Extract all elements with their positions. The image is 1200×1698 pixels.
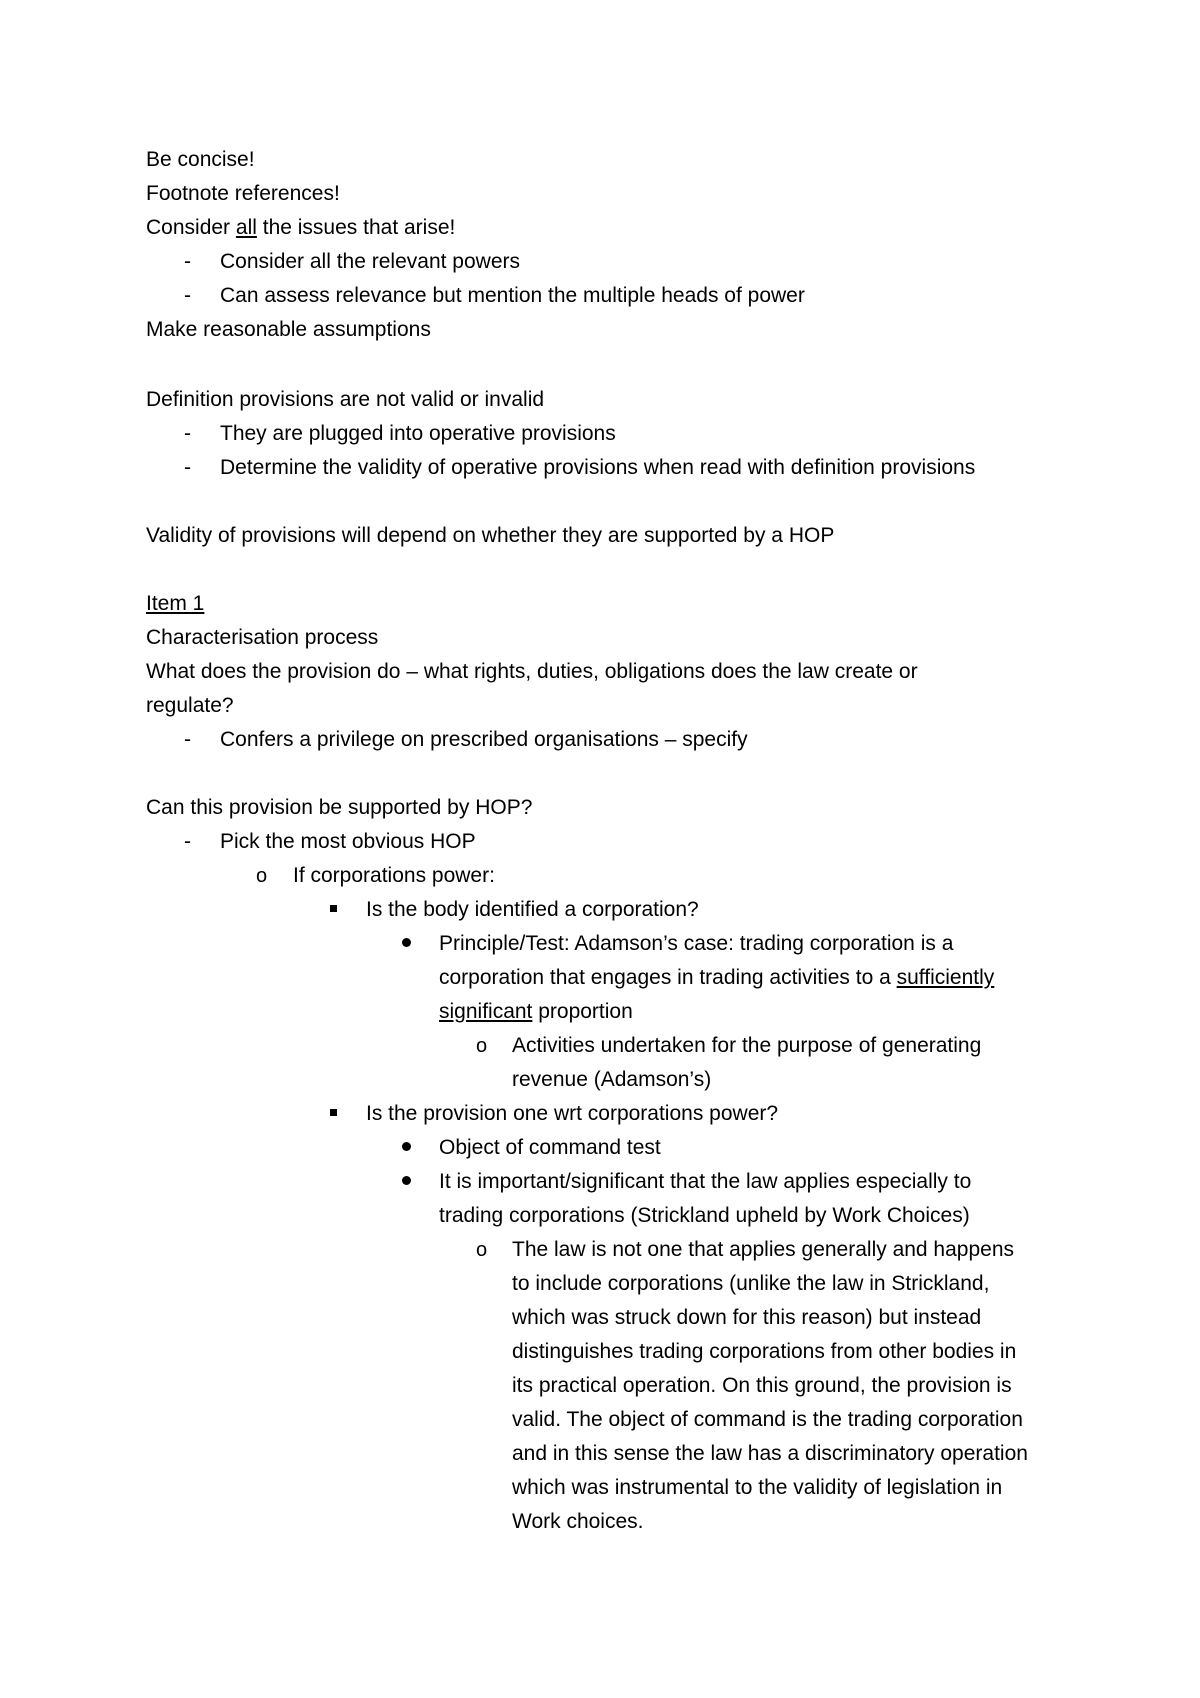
square-bullet-icon — [330, 896, 337, 924]
text-line: Confers a privilege on prescribed organisations – specify — [220, 728, 748, 751]
text-line: which was instrumental to the validity of legislation in — [512, 1476, 1003, 1499]
square-bullet-icon — [330, 1100, 337, 1128]
text-span: the issues that arise! — [256, 216, 456, 239]
text-line: They are plugged into operative provisions — [220, 422, 616, 445]
text-line: Make reasonable assumptions — [146, 318, 431, 341]
text-line: Consider all the relevant powers — [220, 250, 520, 273]
round-bullet-icon — [402, 1168, 411, 1196]
dash-bullet: - — [184, 456, 191, 479]
text-line: Pick the most obvious HOP — [220, 830, 476, 853]
text-line: regulate? — [146, 694, 234, 717]
text-line: to include corporations (unlike the law in Strickland, — [512, 1272, 990, 1295]
dash-bullet: - — [184, 422, 191, 445]
text-line: Can assess relevance but mention the multiple heads of power — [220, 284, 805, 307]
text-line: If corporations power: — [293, 864, 495, 887]
text-line: Characterisation process — [146, 626, 379, 649]
text-line: Determine the validity of operative provisions when read with definition provisions — [220, 456, 976, 479]
text-line: Activities undertaken for the purpose of generating — [512, 1034, 982, 1057]
text-line: What does the provision do – what rights, duties, obligations does the law create or — [146, 660, 918, 683]
text-line: Footnote references! — [146, 182, 340, 205]
section-heading: Item 1 — [146, 592, 205, 615]
text-line: Validity of provisions will depend on whether they are supported by a HOP — [146, 524, 835, 547]
text-line: Object of command test — [439, 1136, 661, 1159]
text-line: Principle/Test: Adamson’s case: trading corporation is a — [439, 932, 954, 955]
dash-bullet: - — [184, 830, 191, 853]
round-bullet-icon — [402, 930, 411, 958]
text-line: Definition provisions are not valid or invalid — [146, 388, 545, 411]
dash-bullet: - — [184, 284, 191, 307]
underlined-text: sufficiently — [896, 966, 995, 989]
text-line: its practical operation. On this ground, the provision is — [512, 1374, 1012, 1397]
text-line: The law is not one that applies generally and happens — [512, 1238, 1015, 1261]
text-span: corporation that engages in trading activities to a — [439, 966, 897, 989]
text-line: which was struck down for this reason) but instead — [512, 1306, 982, 1329]
text-line: Work choices. — [512, 1510, 644, 1533]
text-line — [439, 998, 633, 1026]
text-span: proportion — [532, 1000, 633, 1023]
text-line: valid. The object of command is the trading corporation — [512, 1408, 1023, 1431]
underlined-text: significant — [439, 1000, 533, 1023]
text-line: It is important/significant that the law applies especially to — [439, 1170, 972, 1193]
text-line — [146, 214, 455, 242]
text-span: Consider — [146, 216, 236, 239]
text-line: Is the body identified a corporation? — [366, 898, 699, 921]
text-line: trading corporations (Strickland upheld by Work Choices) — [439, 1204, 970, 1227]
circle-bullet: o — [256, 865, 268, 887]
text-line: Be concise! — [146, 148, 255, 171]
text-line: distinguishes trading corporations from other bodies in — [512, 1340, 1017, 1363]
text-line: Can this provision be supported by HOP? — [146, 796, 533, 819]
text-line — [439, 964, 994, 992]
round-bullet-icon — [402, 1134, 411, 1162]
dash-bullet: - — [184, 250, 191, 273]
text-line: and in this sense the law has a discriminatory operation — [512, 1442, 1028, 1465]
circle-bullet: o — [476, 1035, 488, 1057]
dash-bullet: - — [184, 728, 191, 751]
circle-bullet: o — [476, 1239, 488, 1261]
text-line: revenue (Adamson’s) — [512, 1068, 712, 1091]
underlined-text: all — [235, 216, 257, 239]
text-line: Is the provision one wrt corporations power? — [366, 1102, 779, 1125]
